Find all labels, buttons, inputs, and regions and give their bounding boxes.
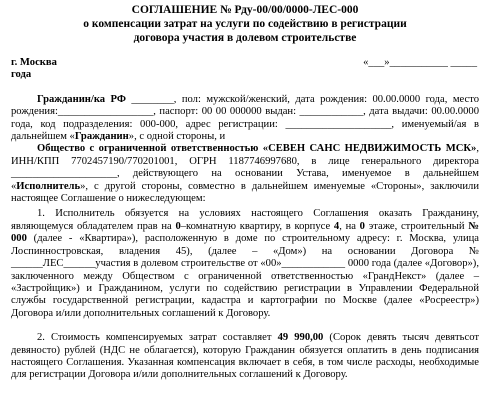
clause-1-building: 4 xyxy=(333,220,340,232)
clause-1-text-5: (далее - «Квартира»), расположенную в доме по строительному адресу: г. Москва, улица Лоспинностровская, владения 45), (далее – «Дом») на основании Договора № ______ЛЕС______участия в долевом строительстве от «00»____________ 0000 года (далее «Договор»), заключенного между Обществом с ограниченной ответственностью «ГрандНекст» (далее – «Застройщик») и Гражданином, услуги по содействию регистрации в Управлении Федеральной службы государственной регистрации, кадастра и картографии по Москве (далее «Росреестр») Договора и/или дополнительных соглашений к Договору. xyxy=(11,233,479,319)
clause-2-text-1: 2. Стоимость компенсируемых затрат составляет xyxy=(37,332,278,344)
clause-1-floor: 0 xyxy=(359,220,365,232)
clause-1 xyxy=(11,208,479,320)
clause-1-number: № 000 xyxy=(11,220,479,245)
title-line-3: договора участия в долевом строительстве xyxy=(133,32,357,44)
clause-1-rooms: 0 xyxy=(175,220,181,232)
city-label: г. Москва xyxy=(11,57,57,68)
clause-1-text-2: –комнатную квартиру, в корпусе xyxy=(180,220,334,232)
title-line-1: СОГЛАШЕНИЕ № Рду-00/00/0000-ЛЕС-000 xyxy=(131,4,359,16)
place-date-row xyxy=(11,57,479,69)
title-line-2: о компенсации затрат на услуги по содействию в регистрации xyxy=(83,18,407,30)
clause-1-text-3: , на xyxy=(339,220,360,232)
company-name: Общество с ограниченной ответственностью «СЕВЕН САНС НЕДВИЖИМОСТЬ МСК» xyxy=(37,143,477,155)
company-text-b: », с другой стороны, совместно в дальнейшем именуемые «Стороны», заключили настоящее Соглашение о нижеследующем: xyxy=(11,180,479,205)
company-text-a: , ИНН/КПП 7702457190/770201001, ОГРН 1187746997680, в лице генерального директора ____________________, действующего на основании Устава, именуемое в дальнейшем « xyxy=(11,143,479,192)
paragraph-citizen xyxy=(11,94,479,144)
date-placeholder: «___»___________ _____ xyxy=(363,57,477,68)
clause-2 xyxy=(11,332,479,382)
clause-1-text-1: 1. Исполнитель обязуется на условиях настоящего Соглашения оказать Гражданину, являющемуся обладателем прав на xyxy=(11,208,479,232)
clause-2-amount: 49 990,00 xyxy=(277,332,324,344)
paragraph-company xyxy=(11,143,479,205)
citizen-alias: Гражданин xyxy=(74,131,129,143)
citizen-text-a: ________, пол: мужской/женский, дата рождения: 00.00.0000 года, место рождения:__________________, паспорт: 00 00 000000 выдан: ____________, дата выдачи: 00.00.0000 года, код подразделения: 000-000, адрес регистрации: ____________________, именуемый/ая в дальнейшем « xyxy=(11,93,479,143)
executor-alias: Исполнитель xyxy=(16,180,81,192)
clause-1-text-4: этаже, строительный xyxy=(364,220,469,232)
year-label: года xyxy=(11,69,32,81)
clause-2-text-2: (Сорок девять тысяч девятьсот девяносто) рублей (НДС не облагается), которую Гражданин обязуется оплатить в день подписания настоящего Соглашения. Указанная компенсация включает в себя, в том числе расходы, необходимые для регистрации Договора и/или дополнительных соглашений к Договору. xyxy=(11,332,479,381)
citizen-label: Гражданин/ка РФ xyxy=(37,93,126,105)
document-title xyxy=(11,3,479,45)
citizen-text-b: », с одной стороны, и xyxy=(128,131,226,143)
